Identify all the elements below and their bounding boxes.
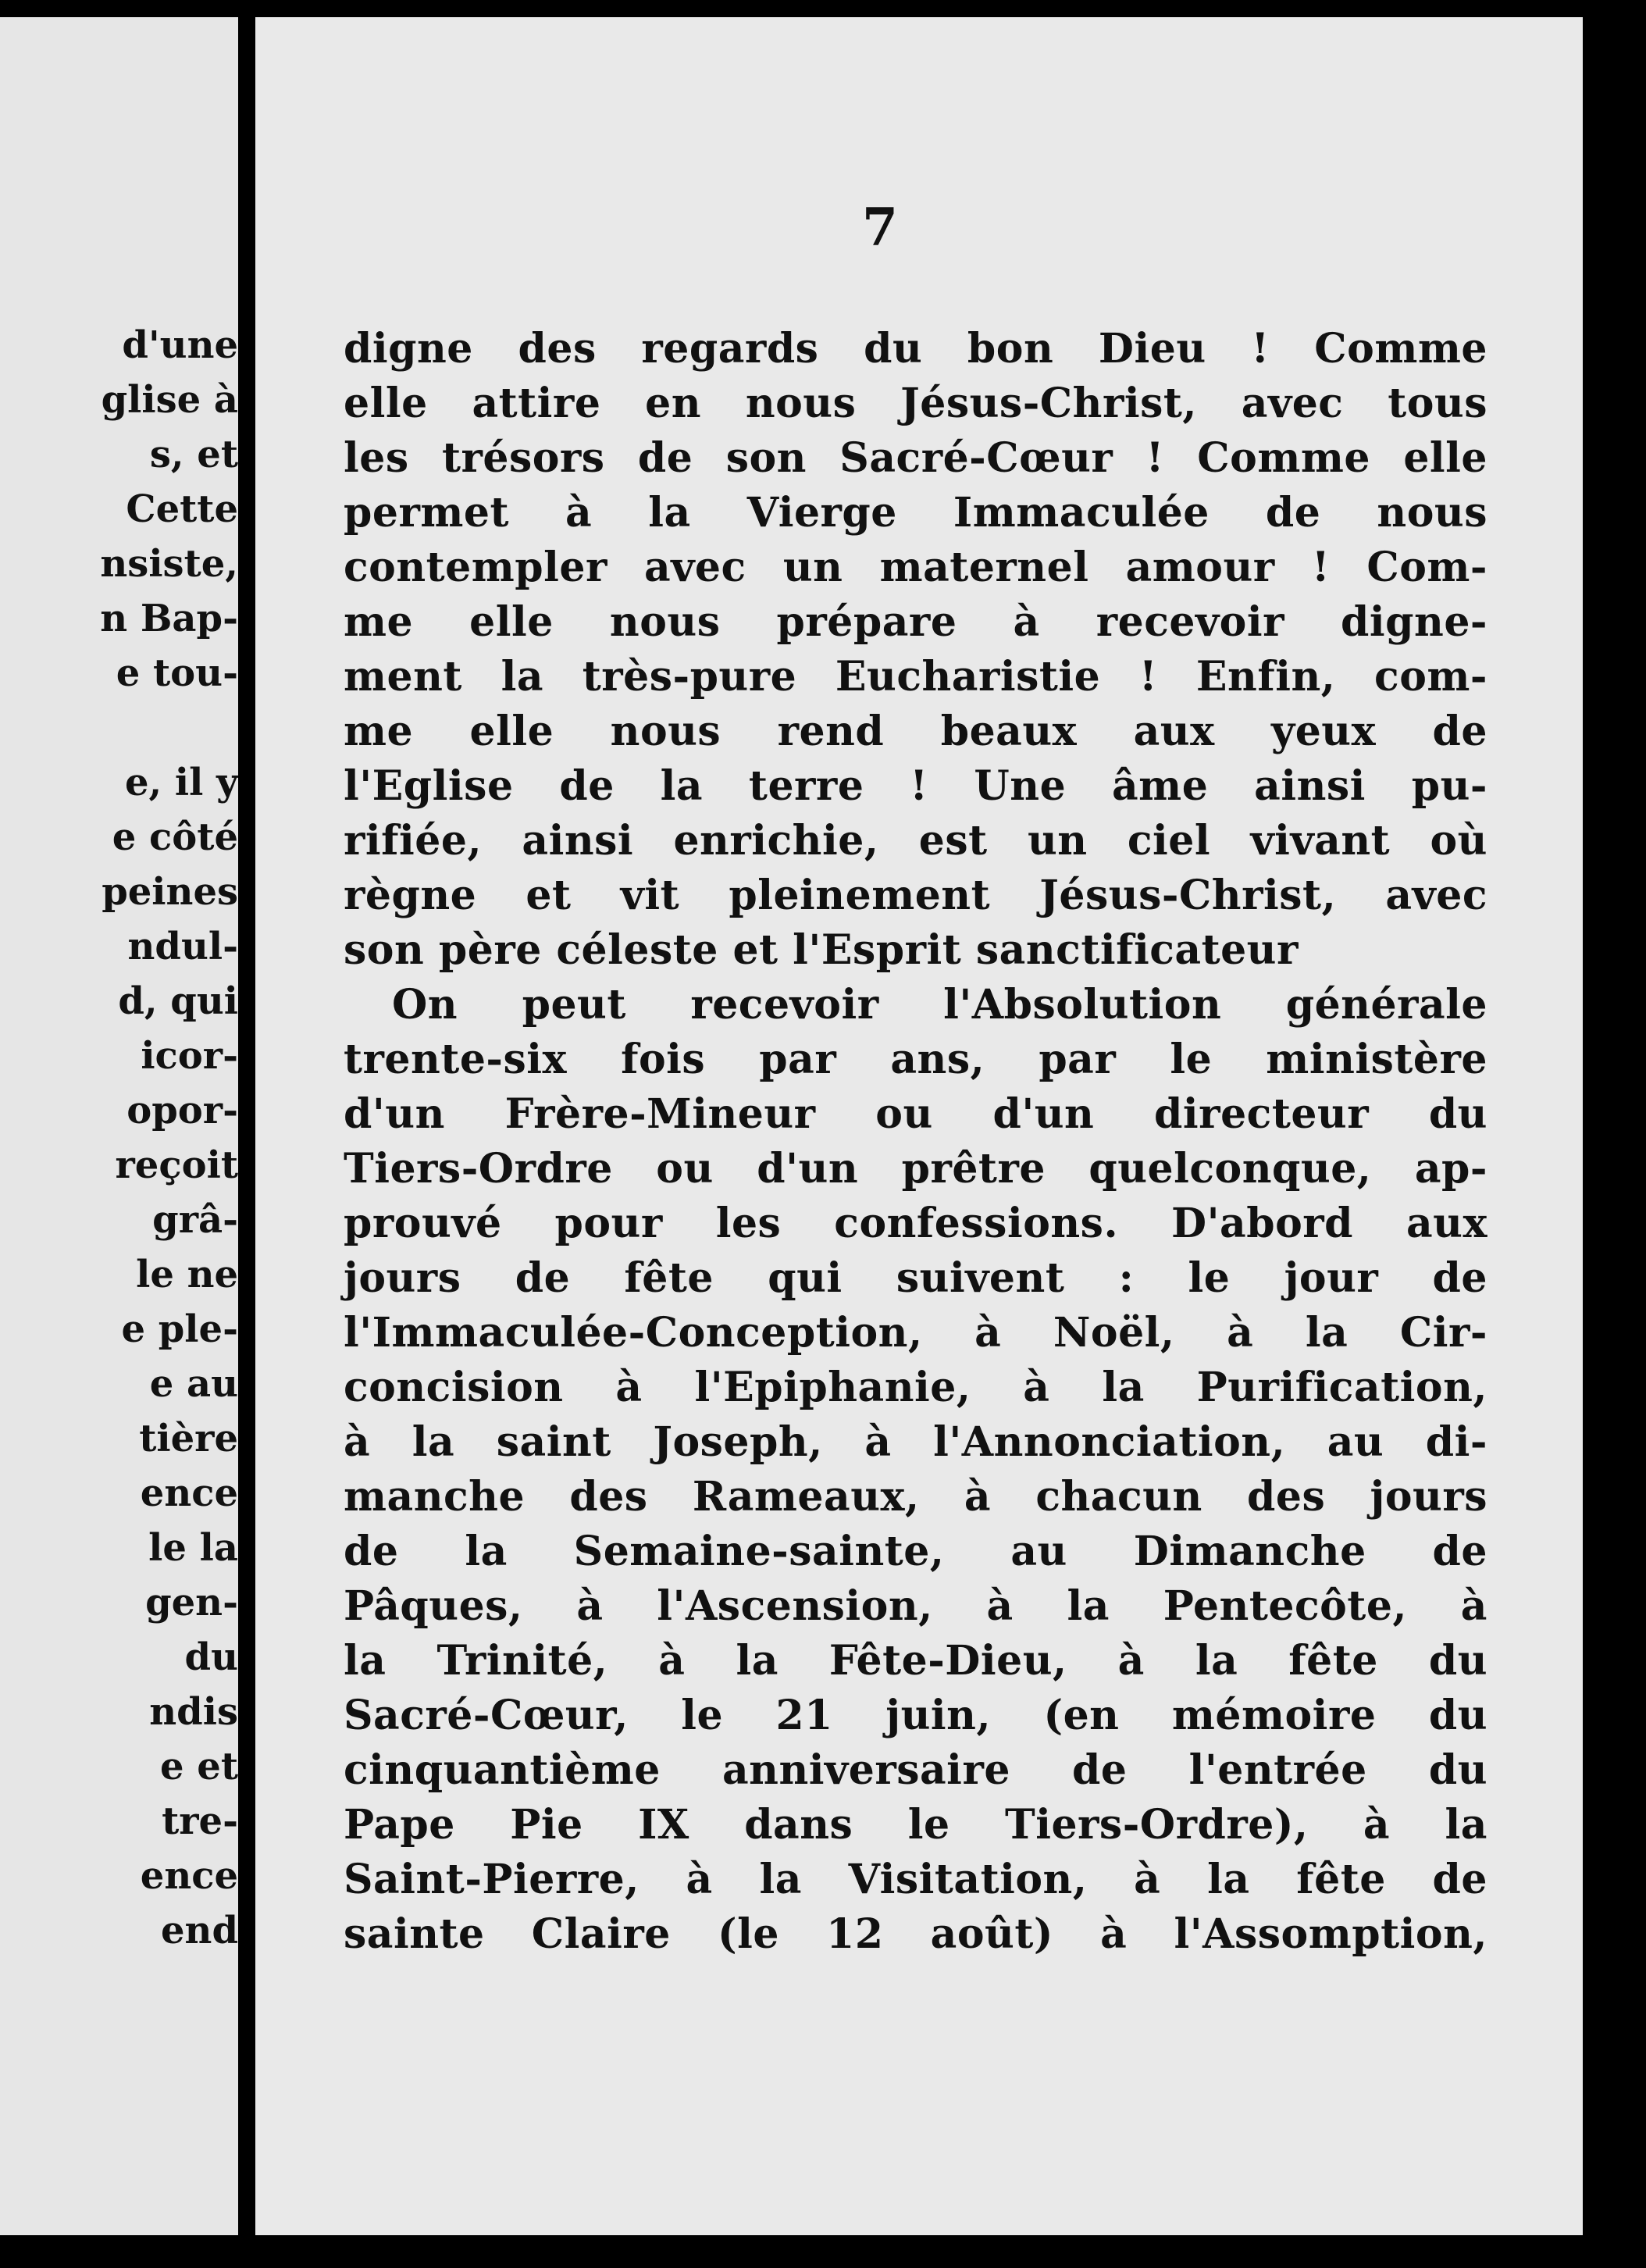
left-line: d, qui (118, 979, 238, 1023)
right-page (255, 17, 1583, 2235)
text-line: concision à l'Epiphanie, à la Purification, (344, 1364, 1487, 1411)
text-line: l'Eglise de la terre ! Une âme ainsi pu- (344, 762, 1487, 810)
body-text (344, 322, 1487, 1962)
text-line: l'Immaculée-Conception, à Noël, à la Cir- (344, 1309, 1487, 1357)
book-gutter (238, 0, 255, 2268)
left-line: ndul- (127, 925, 238, 968)
left-line: ence (140, 1471, 238, 1515)
text-line: jours de fête qui suivent : le jour de (344, 1254, 1487, 1302)
left-line: tière (139, 1417, 238, 1460)
left-line: du (184, 1635, 238, 1679)
text-line: règne et vit pleinement Jésus-Christ, avec (344, 872, 1487, 919)
text-line: me elle nous rend beaux aux yeux de (344, 708, 1487, 755)
page-number: 7 (862, 197, 898, 258)
text-line: digne des regards du bon Dieu ! Comme (344, 325, 1487, 373)
text-line: manche des Rameaux, à chacun des jours (344, 1473, 1487, 1521)
left-line: e, il y (124, 761, 238, 804)
text-line: prouvé pour les confessions. D'abord aux (344, 1200, 1487, 1247)
left-line: tre- (162, 1799, 238, 1843)
left-line: glise à (101, 378, 238, 422)
text-line: Saint-Pierre, à la Visitation, à la fête de (344, 1856, 1487, 1903)
left-line: ence (140, 1854, 238, 1898)
text-line: Pâques, à l'Ascension, à la Pentecôte, à (344, 1582, 1487, 1630)
left-line: icor- (141, 1034, 238, 1078)
left-line: peines (102, 870, 238, 914)
left-line: le la (148, 1526, 238, 1570)
text-line: d'un Frère-Mineur ou d'un directeur du (344, 1090, 1487, 1138)
text-line: sainte Claire (le 12 août) à l'Assomption, (344, 1910, 1487, 1958)
text-line: Sacré-Cœur, le 21 juin, (en mémoire du (344, 1692, 1487, 1739)
left-line: e ple- (121, 1307, 238, 1351)
left-line: d'une (122, 323, 238, 367)
text-line: la Trinité, à la Fête-Dieu, à la fête du (344, 1637, 1487, 1685)
text-line: elle attire en nous Jésus-Christ, avec tous (344, 380, 1487, 427)
text-line: les trésors de son Sacré-Cœur ! Comme elle (344, 434, 1487, 482)
left-line: le ne (136, 1253, 238, 1296)
left-page-fragment (0, 17, 238, 2235)
text-line: cinquantième anniversaire de l'entrée du (344, 1746, 1487, 1794)
left-line: ndis (149, 1690, 238, 1734)
text-line: contempler avec un maternel amour ! Com- (344, 544, 1487, 591)
text-line: de la Semaine-sainte, au Dimanche de (344, 1528, 1487, 1575)
text-line: rifiée, ainsi enrichie, est un ciel vivant où (344, 817, 1487, 865)
text-line: ment la très-pure Eucharistie ! Enfin, com- (344, 653, 1487, 701)
left-line: gen- (145, 1581, 238, 1624)
text-line: son père céleste et l'Esprit sanctificateur (344, 926, 1299, 974)
left-line: e au (149, 1362, 238, 1406)
text-line: à la saint Joseph, à l'Annonciation, au di- (344, 1418, 1487, 1466)
left-line: n Bap- (100, 597, 238, 640)
text-line: trente-six fois par ans, par le ministère (344, 1036, 1487, 1083)
text-line: me elle nous prépare à recevoir digne- (344, 598, 1487, 646)
left-line: end (161, 1909, 238, 1952)
text-line: permet à la Vierge Immaculée de nous (344, 489, 1487, 537)
left-line: s, et (149, 433, 238, 476)
text-line: Tiers-Ordre ou d'un prêtre quelconque, ap- (344, 1145, 1487, 1193)
left-line: reçoit (115, 1143, 238, 1187)
left-line: e et (160, 1745, 238, 1788)
left-line: e tou- (116, 651, 238, 695)
left-line: opor- (126, 1089, 238, 1132)
paragraph-start-line: On peut recevoir l'Absolution générale (392, 981, 1487, 1029)
left-line: nsiste, (100, 542, 238, 586)
text-line: Pape Pie IX dans le Tiers-Ordre), à la (344, 1801, 1487, 1849)
left-line: grâ- (152, 1198, 238, 1242)
left-line: Cette (126, 487, 238, 531)
left-line: e côté (112, 815, 238, 859)
